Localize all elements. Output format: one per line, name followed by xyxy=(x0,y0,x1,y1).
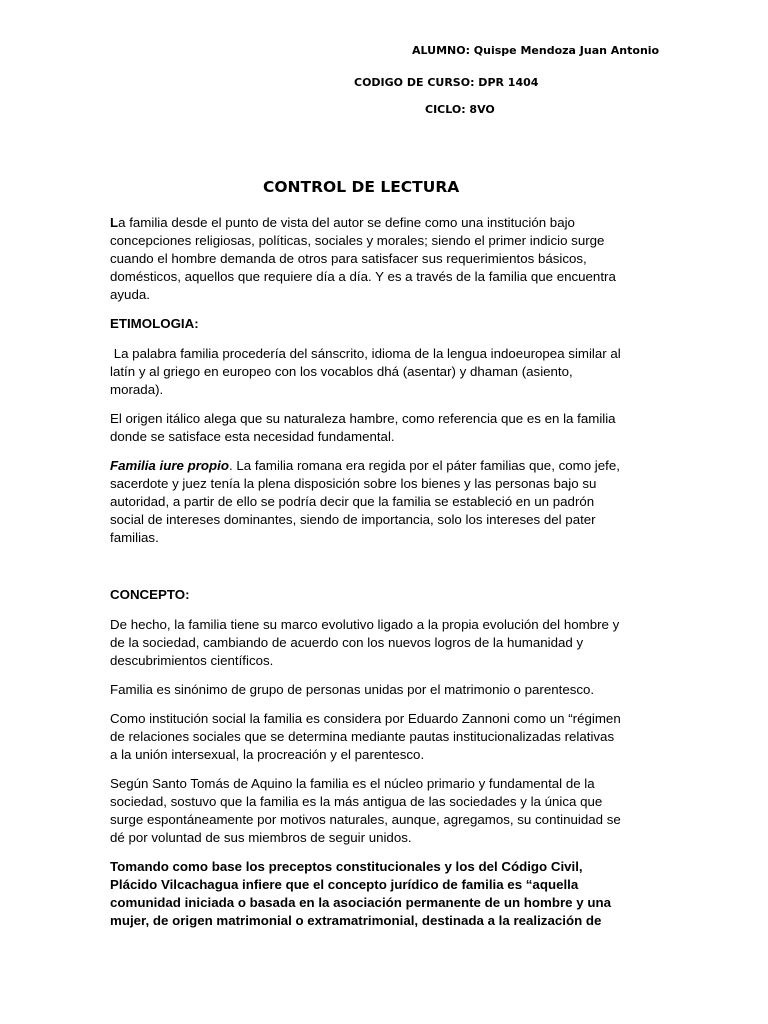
paragraph-line: sacerdote y juez tenía la plena disposición sobre los bienes y las personas bajo su xyxy=(110,476,597,491)
paragraph-line: sociedad, sostuvo que la familia es la más antigua de las sociedades y la única que xyxy=(110,794,603,809)
concepto-paragraph-5 xyxy=(110,858,658,930)
intro-paragraph xyxy=(110,214,658,304)
course-code: CODIGO DE CURSO: DPR 1404 xyxy=(354,76,539,89)
paragraph-line: mujer, de origen matrimonial o extramatrimonial, destinada a la realización de xyxy=(110,913,602,928)
paragraph-line: La palabra familia procedería del sánscrito, idioma de la lengua indoeuropea similar al xyxy=(110,346,621,361)
familia-iure-propio-term: Familia iure propio xyxy=(110,458,229,473)
paragraph-line: social de intereses dominantes, siendo de importancia, solo los intereses del pater xyxy=(110,512,596,527)
paragraph-line: Familia iure propio. La familia romana era regida por el páter familias que, como jefe, xyxy=(110,458,620,473)
intro-line: La familia desde el punto de vista del autor se define como una institución bajo xyxy=(110,215,575,230)
paragraph-line: dé por voluntad de sus miembros de seguir unidos. xyxy=(110,830,412,845)
paragraph-line: morada). xyxy=(110,382,164,397)
paragraph-line: El origen itálico alega que su naturaleza hambre, como referencia que es en la familia xyxy=(110,411,616,426)
intro-line: cuando el hombre demanda de otros para satisfacer sus requerimientos básicos, xyxy=(110,251,587,266)
paragraph-line: latín y al griego en europeo con los vocablos dhá (asentar) y dhaman (asiento, xyxy=(110,364,573,379)
paragraph-line: Plácido Vilcachagua infiere que el concepto jurídico de familia es “aquella xyxy=(110,877,579,892)
intro-line: concepciones religiosas, políticas, sociales y morales; siendo el primer indicio surge xyxy=(110,233,605,248)
intro-line: domésticos, aquellos que requiere día a día. Y es a través de la familia que encuentra xyxy=(110,269,616,284)
paragraph-line: donde se satisface esta necesidad fundamental. xyxy=(110,429,395,444)
paragraph-line: Como institución social la familia es considera por Eduardo Zannoni como un “régimen xyxy=(110,711,621,726)
concepto-paragraph-1 xyxy=(110,616,658,670)
paragraph-line: de la sociedad, cambiando de acuerdo con los nuevos logros de la humanidad y xyxy=(110,635,584,650)
etimologia-paragraph-3 xyxy=(110,457,658,547)
paragraph-line: autoridad, a partir de ello se podría decir que la familia se estableció en un padrón xyxy=(110,494,595,509)
paragraph-line: descubrimientos científicos. xyxy=(110,653,274,668)
etimologia-heading: ETIMOLOGIA: xyxy=(110,316,199,331)
concepto-paragraph-3 xyxy=(110,710,658,764)
cycle: CICLO: 8VO xyxy=(425,103,495,116)
concepto-paragraph-4 xyxy=(110,775,658,847)
paragraph-line: Tomando como base los preceptos constitucionales y los del Código Civil, xyxy=(110,859,583,874)
paragraph-line: a la unión intersexual, la procreación y el parentesco. xyxy=(110,747,425,762)
paragraph-line: surge espontáneamente por motivos naturales, aunque, agregamos, su continuidad se xyxy=(110,812,621,827)
student-name: ALUMNO: Quispe Mendoza Juan Antonio xyxy=(412,44,660,57)
etimologia-paragraph-2 xyxy=(110,410,658,446)
paragraph-line: comunidad iniciada o basada en la asociación permanente de un hombre y una xyxy=(110,895,611,910)
paragraph-line: Familia es sinónimo de grupo de personas unidas por el matrimonio o parentesco. xyxy=(110,682,595,697)
concepto-heading: CONCEPTO: xyxy=(110,587,190,602)
intro-line: ayuda. xyxy=(110,287,150,302)
etimologia-paragraph-1 xyxy=(110,345,658,399)
paragraph-line: De hecho, la familia tiene su marco evolutivo ligado a la propia evolución del hombre y xyxy=(110,617,620,632)
document-title: CONTROL DE LECTURA xyxy=(263,178,460,196)
intro-first-letter: L xyxy=(110,215,119,230)
paragraph-line: familias. xyxy=(110,530,159,545)
concepto-paragraph-2 xyxy=(110,681,658,699)
paragraph-line: Según Santo Tomás de Aquino la familia es el núcleo primario y fundamental de la xyxy=(110,776,595,791)
paragraph-line: de relaciones sociales que se determina mediante pautas institucionalizadas relativas xyxy=(110,729,615,744)
